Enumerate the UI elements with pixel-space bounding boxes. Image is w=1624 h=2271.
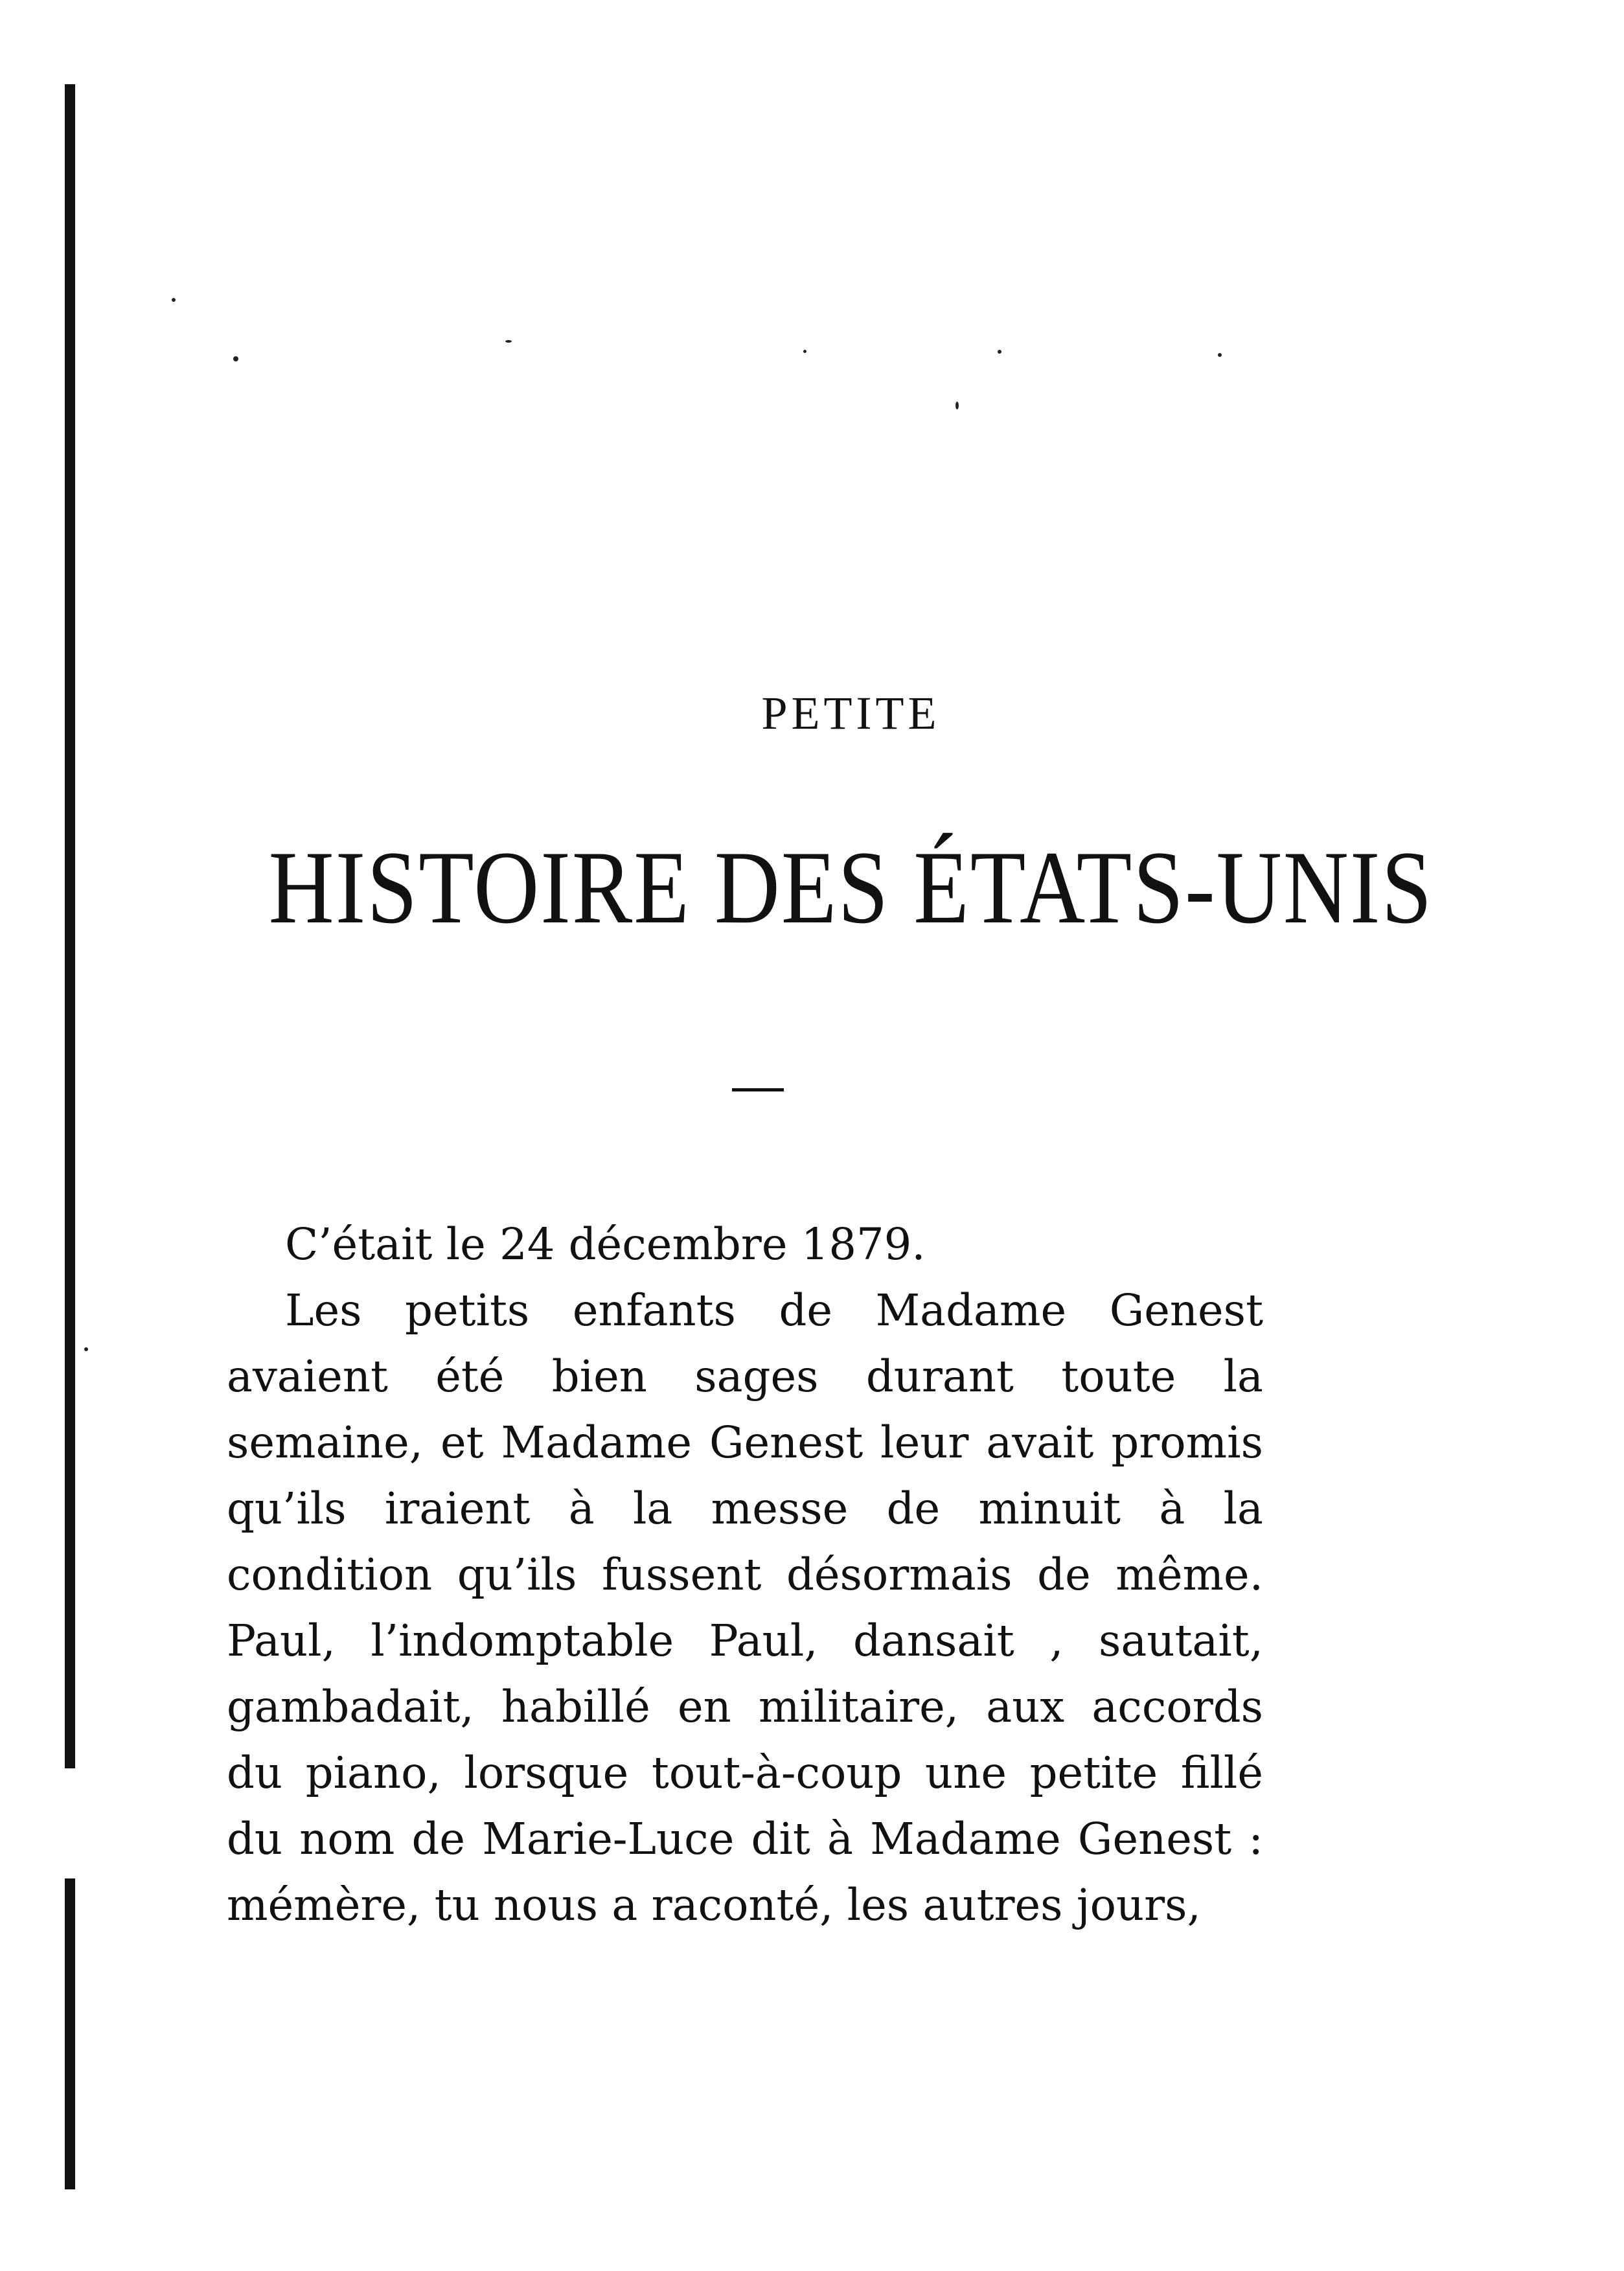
scan-speck <box>505 340 512 343</box>
scan-speck <box>803 350 806 353</box>
page-title: HISTOIRE DES ÉTATS-UNIS <box>268 830 1434 946</box>
title-kicker: PETITE <box>761 687 941 739</box>
paragraph: Les petits enfants de Madame Genest avaient été bien sages durant toute la semaine, et Madame Genest leur avait promis qu’ils iraient à la messe de minuit à la condition qu’ils fussent désormais de même. Paul, l’indomptable Paul, dansait , sautait, gambadait, habillé en militaire, aux accords du piano, lorsque tout-à-coup une petite fillé du nom de Marie-Luce dit à Madame Genest : mémère, tu nous a raconté, les autres jours, <box>227 1285 1263 1930</box>
title-separator <box>732 1088 784 1091</box>
binding-edge-bottom <box>65 1878 75 2189</box>
scan-speck <box>1218 353 1222 357</box>
scan-speck <box>998 350 1001 354</box>
body-text <box>227 1211 1263 1938</box>
scan-speck <box>172 298 176 302</box>
scan-speck <box>233 356 238 361</box>
scan-speck <box>84 1347 88 1351</box>
paragraph: C’était le 24 décembre 1879. <box>285 1219 926 1270</box>
scan-speck <box>955 402 959 409</box>
